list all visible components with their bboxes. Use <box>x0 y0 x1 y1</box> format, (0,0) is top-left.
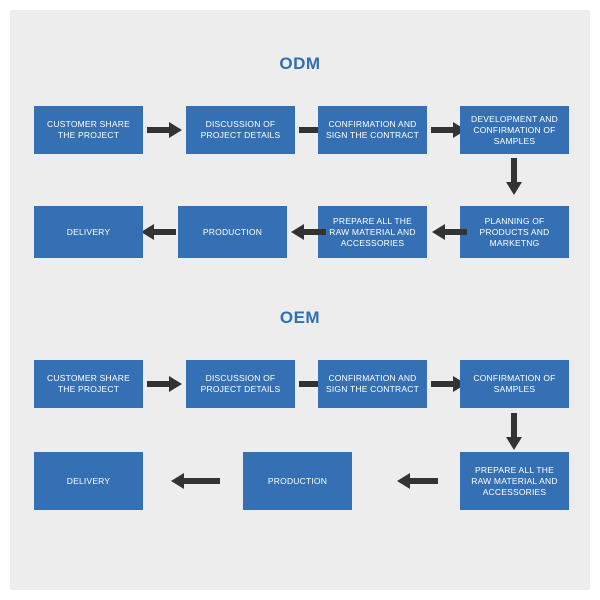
odm-arrow-5 <box>431 224 467 240</box>
oem-node-discussion-of-project-details: DISCUSSION OF PROJECT DETAILS <box>186 360 295 408</box>
odm-arrow-6 <box>290 224 326 240</box>
odm-node-production: PRODUCTION <box>178 206 287 258</box>
odm-arrow-1 <box>147 122 183 138</box>
odm-node-confirmation-and-sign-the-contract: CONFIRMATION AND SIGN THE CONTRACT <box>318 106 427 154</box>
oem-arrow-4-down <box>506 413 522 451</box>
odm-section-title: ODM <box>279 54 321 73</box>
odm-node-prepare-all-the-raw-material-and-accessories: PREPARE ALL THE RAW MATERIAL AND ACCESSORIES <box>318 206 427 258</box>
oem-node-confirmation-and-sign-the-contract: CONFIRMATION AND SIGN THE CONTRACT <box>318 360 427 408</box>
oem-node-delivery: DELIVERY <box>34 452 143 510</box>
oem-node-customer-share-the-project: CUSTOMER SHARE THE PROJECT <box>34 360 143 408</box>
odm-node-development-and-confirmation-of-samples: DEVELOPMENT AND CONFIRMATION OF SAMPLES <box>460 106 569 154</box>
oem-section-title: OEM <box>279 308 321 327</box>
odm-node-delivery: DELIVERY <box>34 206 143 258</box>
odm-arrow-7 <box>140 224 176 240</box>
odm-node-discussion-of-project-details: DISCUSSION OF PROJECT DETAILS <box>186 106 295 154</box>
oem-arrow-5 <box>396 473 438 489</box>
oem-arrow-1 <box>147 376 183 392</box>
odm-node-customer-share-the-project: CUSTOMER SHARE THE PROJECT <box>34 106 143 154</box>
diagram-canvas <box>10 10 590 590</box>
odm-node-planning-of-products-and-marketng: PLANNING OF PRODUCTS AND MARKETNG <box>460 206 569 258</box>
oem-node-production: PRODUCTION <box>243 452 352 510</box>
odm-arrow-4-down <box>506 158 522 196</box>
oem-node-confirmation-of-samples: CONFIRMATION OF SAMPLES <box>460 360 569 408</box>
oem-node-prepare-all-the-raw-material-and-accessories: PREPARE ALL THE RAW MATERIAL AND ACCESSORIES <box>460 452 569 510</box>
oem-arrow-6 <box>170 473 220 489</box>
